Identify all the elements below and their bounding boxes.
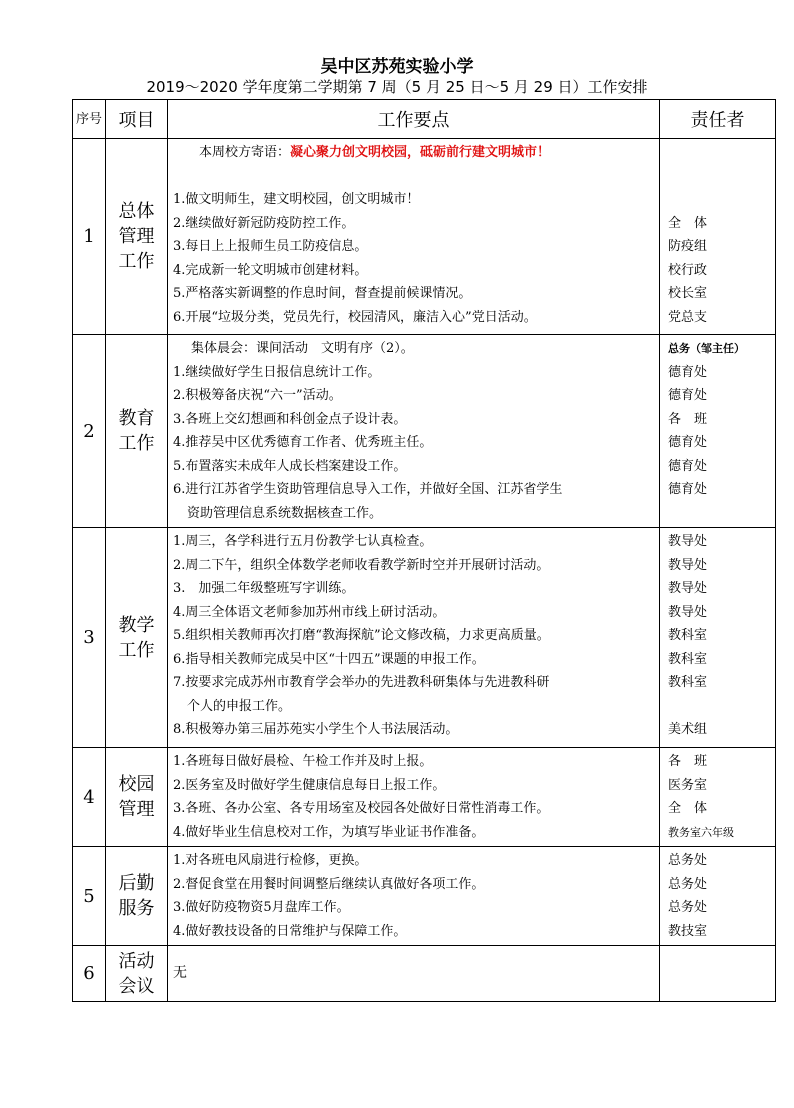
owner-item: 美术组 [668,722,708,737]
motto-prefix: 本周校方寄语： [199,145,291,160]
table-row [73,528,776,748]
row-owner [660,946,776,1002]
owner-item: 总务（邹主任） [668,342,745,355]
owner-item: 德育处 [668,482,708,497]
owner-item: 教科室 [668,675,708,690]
owner-item: 总务处 [668,853,708,868]
task-item: 2.积极筹备庆祝“六一”活动。 [173,388,342,403]
morning-assembly: 集体晨会：课间活动 文明有序（2）。 [191,341,414,356]
task-item: 5.布置落实未成年人成长档案建设工作。 [173,458,407,474]
owner-item: 德育处 [668,435,708,450]
task-item: 5.组织相关教师再次打磨“教海探航”论文修改稿，力求更高质量。 [173,628,550,643]
task-item: 4.做好教技设备的日常维护与保障工作。 [173,923,407,939]
task-item: 6.指导相关教师完成吴中区“十四五”课题的申报工作。 [173,651,485,667]
task-item: 2.继续做好新冠防疫防控工作。 [173,215,355,231]
row-owner [660,335,776,528]
task-item: 6.开展“垃圾分类，党员先行，校园清风，廉洁入心”党日活动。 [173,309,537,325]
weekly-motto [173,141,655,165]
owner-item: 各 班 [668,754,708,769]
row-number: 1 [73,139,106,335]
task-item: 3.各班、各办公室、各专用场室及校园各处做好日常性消毒工作。 [173,801,550,816]
task-item: 1.各班每日做好晨检、午检工作并及时上报。 [173,754,433,769]
task-item: 无 [173,964,187,981]
table-row [73,847,776,946]
owner-item: 教技室 [668,923,708,939]
row-number: 5 [73,847,106,946]
owner-item: 教导处 [668,557,708,573]
header-item: 项目 [106,100,168,139]
row-item: 后勤服务 [106,847,168,946]
table-row [73,748,776,847]
row-item: 活动会议 [106,946,168,1002]
task-item: 5.严格落实新调整的作息时间，督查提前候课情况。 [173,286,472,301]
owner-item: 党总支 [668,309,708,325]
row-item: 总体管理工作 [106,139,168,335]
table-row [73,946,776,1002]
owner-item: 教导处 [668,581,708,596]
task-item-continued: 个人的申报工作。 [187,698,292,714]
row-content [168,748,660,847]
owner-item: 总务处 [668,900,708,915]
row-owner [660,748,776,847]
owner-item: 全 体 [668,801,708,816]
task-item: 2.周二下午，组织全体数学老师收看教学新时空并开展研讨活动。 [173,557,550,573]
task-item: 1.对各班电风扇进行检修，更换。 [173,853,368,868]
owner-item: 教科室 [668,628,708,643]
task-item: 2.医务室及时做好学生健康信息每日上报工作。 [173,777,446,793]
task-item: 1.做文明师生，建文明校园，创文明城市！ [173,192,420,207]
table-row [73,139,776,335]
row-number: 3 [73,528,106,748]
owner-item: 德育处 [668,388,708,403]
task-item: 4.完成新一轮文明城市创建材料。 [173,262,368,278]
header-seq: 序号 [73,100,106,139]
owner-item: 校长室 [668,286,708,301]
school-title: 吴中区苏苑实验小学 [320,57,474,77]
owner-item: 全 体 [668,215,708,231]
row-owner [660,528,776,748]
task-item: 3.做好防疫物资5月盘库工作。 [173,900,350,915]
task-item: 8.积极筹办第三届苏苑实小学生个人书法展活动。 [173,722,459,737]
schedule-subtitle: 2019～2020 学年度第二学期第 7 周（5 月 25 日～5 月 29 日）工作安排 [146,78,648,96]
table-header-row [73,100,776,139]
row-item: 校园管理 [106,748,168,847]
row-number: 6 [73,946,106,1002]
row-content [168,946,660,1002]
row-content [168,528,660,748]
owner-item: 德育处 [668,458,708,474]
task-item: 4.周三全体语文老师参加苏州市线上研讨活动。 [173,604,446,620]
task-item: 2.督促食堂在用餐时间调整后继续认真做好各项工作。 [173,876,485,892]
task-item-continued: 资助管理信息系统数据核查工作。 [187,505,383,521]
row-number: 4 [73,748,106,847]
task-item: 1.周三，各学科进行五月份教学七认真检查。 [173,534,433,549]
owner-item: 总务处 [668,876,708,892]
owner-item: 教务室六年级 [668,825,734,839]
owner-item: 医务室 [668,777,708,793]
task-item: 1.继续做好学生日报信息统计工作。 [173,364,381,380]
row-number: 2 [73,335,106,528]
task-item: 3.每日上上报师生员工防疫信息。 [173,239,368,254]
task-item: 7.按要求完成苏州市教育学会举办的先进教科研集体与先进教科研 [173,675,550,690]
task-item: 3.各班上交幻想画和科创金点子设计表。 [173,411,407,427]
row-item: 教育工作 [106,335,168,528]
owner-item: 教科室 [668,651,708,667]
owner-item: 德育处 [668,364,708,380]
row-content [168,847,660,946]
owner-item: 教导处 [668,534,708,549]
task-item: 3. 加强二年级整班写字训练。 [173,581,355,596]
row-item: 教学工作 [106,528,168,748]
motto-text: 凝心聚力创文明校园，砥砺前行建文明城市！ [290,145,551,160]
row-content [168,139,660,335]
row-owner [660,139,776,335]
task-item: 4.做好毕业生信息校对工作，为填写毕业证书作准备。 [173,824,485,840]
row-owner [660,847,776,946]
owner-item: 防疫组 [668,239,708,254]
work-schedule-table [72,99,776,1002]
row-content [168,335,660,528]
task-item: 4.推荐吴中区优秀德育工作者、优秀班主任。 [173,435,433,450]
table-row [73,335,776,528]
owner-item: 教导处 [668,604,708,620]
owner-item: 各 班 [668,411,708,427]
owner-item: 校行政 [668,262,708,278]
task-item: 6.进行江苏省学生资助管理信息导入工作，并做好全国、江苏省学生 [173,482,563,497]
header-content: 工作要点 [168,100,660,139]
header-owner: 责任者 [660,100,776,139]
